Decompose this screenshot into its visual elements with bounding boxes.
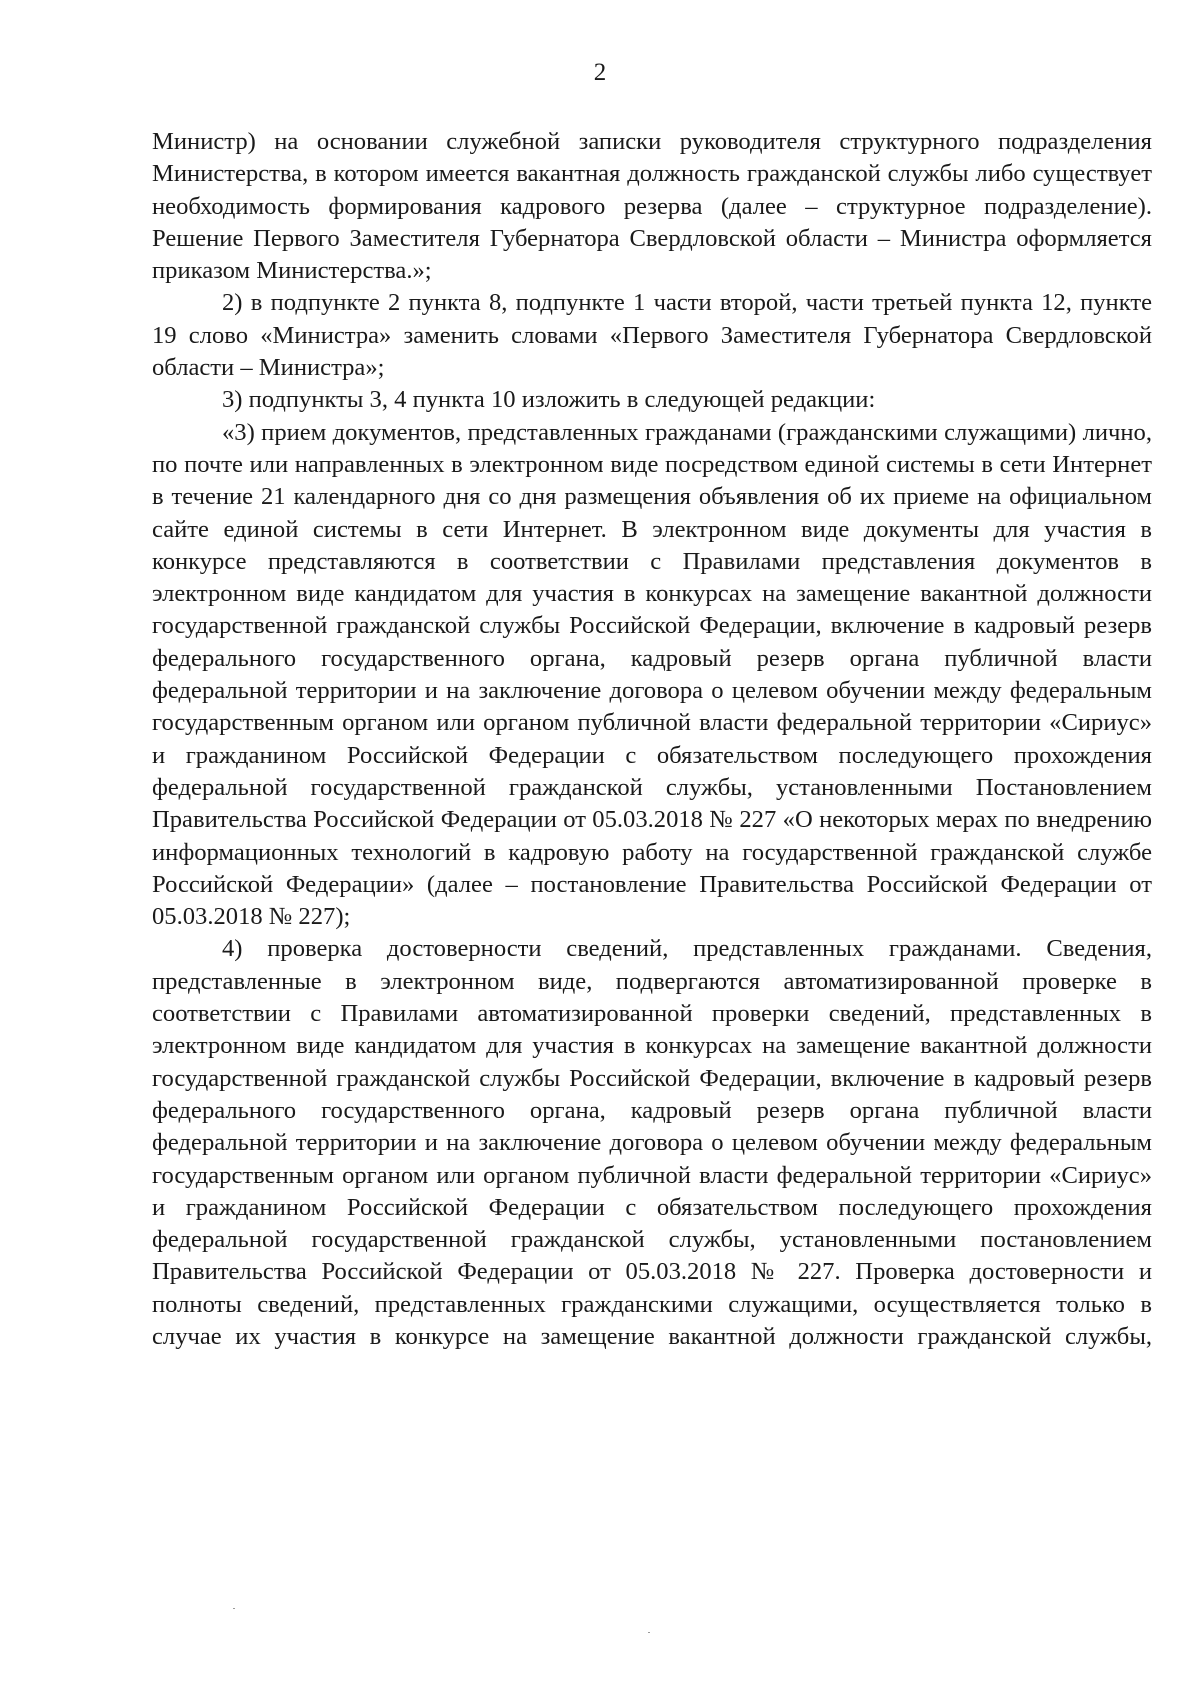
paragraph-continuation: Министр) на основании служебной записки руководителя структурного подразделения Министерства, в котором имеется вакантная должность гражданской службы либо существует необходимость формирования кадрового резерва (далее – структурное подразделение). Решение Первого Заместителя Губернатора Свердловской области – Министра оформляется приказом Министерства.»; — [152, 128, 1152, 285]
paragraph-item-3: 3) подпункты 3, 4 пункта 10 изложить в следующей редакции: — [222, 386, 876, 414]
page-number: 2 — [593, 59, 607, 86]
paragraph-subitem-3: «3) прием документов, представленных гражданами (гражданскими служащими) лично, по почте или направленных в электронном виде посредством единой системы в сети Интернет в течение 21 календарного дня со дня размещения объявления об их приеме на официальном сайте единой системы в сети Интернет. В электронном виде документы для участия в конкурсе представляются в соответствии с Правилами представления документов в электронном виде кандидатом для участия в конкурсах на замещение вакантной должности государственной гражданской службы Российской Федерации, включение в кадровый резерв федерального государственного органа, кадровый резерв органа публичной власти федеральной территории и на заключение договора о целевом обучении между федеральным государственным органом или органом публичной власти федеральной территории «Сириус» и гражданином Российской Федерации с обязательством последующего прохождения федеральной государственной гражданской службы, установленными Постановлением Правительства Российской Федерации от 05.03.2018 № 227 «О некоторых мерах по внедрению информационных технологий в кадровую работу на государственной гражданской службе Российской Федерации» (далее – постановление Правительства Российской Федерации от 05.03.2018 № 227); — [152, 418, 1152, 931]
paragraph-item-2: 2) в подпункте 2 пункта 8, подпункте 1 части второй, части третьей пункта 12, пункте 19 слово «Министра» заменить словами «Первого Заместителя Губернатора Свердловской области – Министра»; — [152, 289, 1152, 382]
scan-speck — [648, 1632, 650, 1633]
document-body — [152, 126, 1152, 1353]
scan-speck — [233, 1608, 235, 1609]
paragraph-subitem-4: 4) проверка достоверности сведений, представленных гражданами. Сведения, представленные в электронном виде, подвергаются автоматизированной проверке в соответствии с Правилами автоматизированной проверки сведений, представленных в электронном виде кандидатом для участия в конкурсах на замещение вакантной должности государственной гражданской службы Российской Федерации, включение в кадровый резерв федерального государственного органа, кадровый резерв органа публичной власти федеральной территории и на заключение договора о целевом обучении между федеральным государственным органом или органом публичной власти федеральной территории «Сириус» и гражданином Российской Федерации с обязательством последующего прохождения федеральной государственной гражданской службы, установленными постановлением Правительства Российской Федерации от 05.03.2018 № 227. Проверка достоверности и полноты сведений, представленных гражданскими служащими, осуществляется только в случае их участия в конкурсе на замещение вакантной должности гражданской службы, — [152, 935, 1152, 1350]
